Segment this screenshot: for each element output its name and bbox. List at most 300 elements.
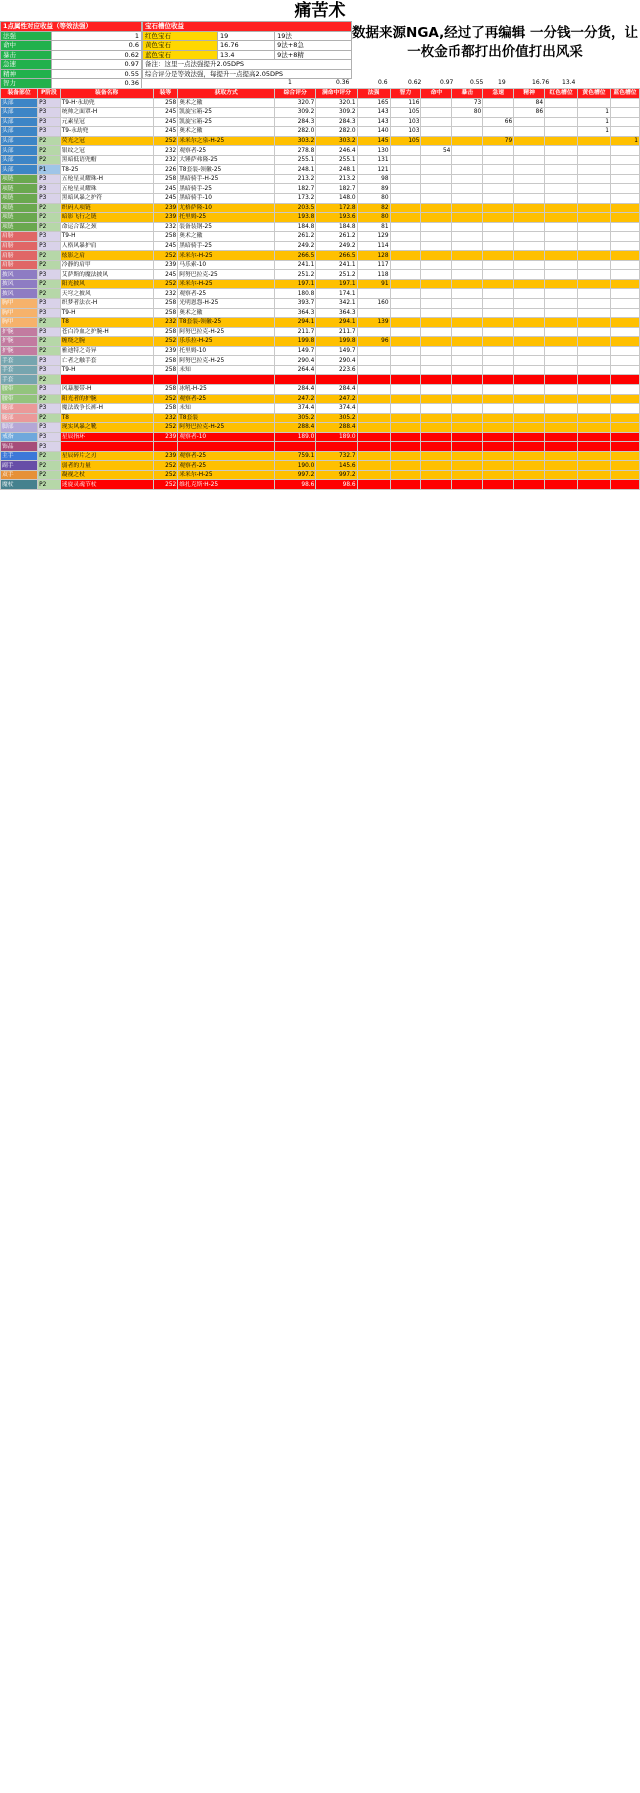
gear-slot: 头部 <box>1 98 38 108</box>
gear-b <box>611 432 640 442</box>
gear-y <box>578 289 611 299</box>
column-header[interactable]: 红色槽位 <box>545 89 578 99</box>
gear-src: 阿努巴拉克-H-25 <box>178 423 275 433</box>
gear-phase: P2 <box>38 375 61 385</box>
gear-int <box>390 308 421 318</box>
gear-r <box>545 461 578 471</box>
column-header[interactable]: 满命中评分 <box>316 89 357 99</box>
gem-name: 红色宝石 <box>143 31 218 41</box>
gear-y <box>578 337 611 347</box>
gear-phase: P3 <box>38 184 61 194</box>
gear-slot: 手套 <box>1 375 38 385</box>
gear-src: 黑暗骑手-25 <box>178 241 275 251</box>
gear-phase: P2 <box>38 279 61 289</box>
gear-hit: 197.1 <box>316 279 357 289</box>
gear-row[interactable] <box>1 356 640 366</box>
gear-phase: P3 <box>38 308 61 318</box>
gear-int <box>390 184 421 194</box>
gem-row <box>143 31 352 41</box>
gear-haste <box>483 232 514 242</box>
gear-row[interactable] <box>1 299 640 309</box>
gear-row[interactable] <box>1 232 640 242</box>
gear-slot: 胸甲 <box>1 318 38 328</box>
gem-v1: 19 <box>218 31 275 41</box>
gear-row[interactable] <box>1 184 640 194</box>
gear-r <box>545 203 578 213</box>
gear-b <box>611 337 640 347</box>
summary-value: 13.4 <box>562 79 576 86</box>
gear-hit: 98.6 <box>316 480 357 490</box>
gear-row[interactable] <box>1 442 640 452</box>
gear-row[interactable] <box>1 365 640 375</box>
gear-crit <box>452 356 483 366</box>
gear-ilvl: 232 <box>153 413 178 423</box>
gear-h <box>421 270 452 280</box>
gear-int <box>390 470 421 480</box>
gear-score: 213.2 <box>275 174 316 184</box>
gear-ilvl: 252 <box>153 337 178 347</box>
column-header[interactable]: P阶段 <box>38 89 61 99</box>
gear-ilvl: 239 <box>153 213 178 223</box>
gear-r <box>545 451 578 461</box>
gear-phase: P3 <box>38 194 61 204</box>
gear-spi <box>514 270 545 280</box>
gear-r <box>545 260 578 270</box>
gear-slot: 肩膀 <box>1 232 38 242</box>
gear-haste <box>483 404 514 414</box>
gear-b <box>611 308 640 318</box>
gear-b <box>611 213 640 223</box>
gear-h <box>421 394 452 404</box>
column-header[interactable]: 法强 <box>357 89 390 99</box>
gear-haste <box>483 184 514 194</box>
gear-sp <box>357 442 390 452</box>
gear-row[interactable] <box>1 260 640 270</box>
gear-b <box>611 404 640 414</box>
gear-y <box>578 327 611 337</box>
gear-h <box>421 432 452 442</box>
gear-h <box>421 365 452 375</box>
gear-haste <box>483 194 514 204</box>
gear-y <box>578 232 611 242</box>
gear-score: 294.1 <box>275 318 316 328</box>
gear-r <box>545 327 578 337</box>
gear-row[interactable] <box>1 203 640 213</box>
gear-score: 211.7 <box>275 327 316 337</box>
gear-spi <box>514 222 545 232</box>
gear-spi <box>514 461 545 471</box>
gear-h <box>421 251 452 261</box>
gear-row[interactable] <box>1 470 640 480</box>
gear-score: 290.4 <box>275 356 316 366</box>
gear-y <box>578 480 611 490</box>
gear-phase: P2 <box>38 451 61 461</box>
gear-src: 米米尔-H-25 <box>178 251 275 261</box>
gear-spi <box>514 432 545 442</box>
gear-phase: P3 <box>38 384 61 394</box>
gear-int <box>390 270 421 280</box>
gear-name: 魔法战争长裤-H <box>60 404 153 414</box>
gear-row[interactable] <box>1 404 640 414</box>
gear-phase: P2 <box>38 461 61 471</box>
gear-haste <box>483 451 514 461</box>
gear-row[interactable] <box>1 394 640 404</box>
gear-name: 雅迪特之奇异 <box>60 346 153 356</box>
stat-weight-value: 0.55 <box>52 69 142 79</box>
gear-sp: 96 <box>357 337 390 347</box>
gear-slot: 肩膀 <box>1 241 38 251</box>
gear-score <box>275 442 316 452</box>
gear-crit <box>452 442 483 452</box>
gear-sp <box>357 327 390 337</box>
gear-phase: P2 <box>38 222 61 232</box>
gear-hit: 213.2 <box>316 174 357 184</box>
gear-row[interactable] <box>1 213 640 223</box>
gear-crit <box>452 165 483 175</box>
gear-crit <box>452 337 483 347</box>
gear-b <box>611 194 640 204</box>
gear-row[interactable] <box>1 480 640 490</box>
gear-src: 托里姆-10 <box>178 346 275 356</box>
gear-slot: 肩膀 <box>1 260 38 270</box>
gear-hit: 294.1 <box>316 318 357 328</box>
gem-v1: 13.4 <box>218 50 275 60</box>
gear-score: 180.8 <box>275 289 316 299</box>
gear-src: 乐乐拉-H-25 <box>178 337 275 347</box>
gear-row[interactable] <box>1 289 640 299</box>
gear-sp <box>357 423 390 433</box>
gear-h <box>421 346 452 356</box>
gear-b <box>611 413 640 423</box>
gear-crit <box>452 184 483 194</box>
gear-hit: 266.5 <box>316 251 357 261</box>
gear-b <box>611 375 640 385</box>
gear-ilvl: 239 <box>153 346 178 356</box>
gear-y <box>578 184 611 194</box>
source-note: 数据来源NGA,经过了再编辑 一分钱一分货，让一枚金币都打出价值打出风采 <box>352 25 638 60</box>
gear-row[interactable] <box>1 117 640 127</box>
gear-int: 105 <box>390 108 421 118</box>
gear-hit: 223.6 <box>316 365 357 375</box>
gear-sp: 130 <box>357 146 390 156</box>
gear-slot: 护腕 <box>1 337 38 347</box>
gear-sp <box>357 394 390 404</box>
column-header[interactable]: 装备名称 <box>60 89 153 99</box>
gear-slot: 腿部 <box>1 404 38 414</box>
gear-haste <box>483 384 514 394</box>
gear-b <box>611 203 640 213</box>
gear-row[interactable] <box>1 346 640 356</box>
gear-slot: 戒指 <box>1 432 38 442</box>
stat-weight-row <box>1 79 142 89</box>
gear-b <box>611 327 640 337</box>
gear-ilvl: 252 <box>153 423 178 433</box>
gear-crit <box>452 203 483 213</box>
gear-slot: 项链 <box>1 203 38 213</box>
gear-crit <box>452 222 483 232</box>
gear-int <box>390 194 421 204</box>
gear-b <box>611 108 640 118</box>
gear-ilvl: 258 <box>153 174 178 184</box>
gear-spi <box>514 356 545 366</box>
gear-spi <box>514 260 545 270</box>
gear-score: 374.4 <box>275 404 316 414</box>
gear-crit <box>452 127 483 137</box>
gear-score: 303.2 <box>275 136 316 146</box>
gear-score: 278.8 <box>275 146 316 156</box>
gear-sp: 131 <box>357 155 390 165</box>
gear-row[interactable] <box>1 318 640 328</box>
gear-name: 银纹之冠 <box>60 146 153 156</box>
gear-r <box>545 337 578 347</box>
gear-b <box>611 222 640 232</box>
gear-row[interactable] <box>1 451 640 461</box>
column-header[interactable]: 急速 <box>483 89 514 99</box>
gear-slot: 头部 <box>1 155 38 165</box>
gear-crit <box>452 318 483 328</box>
gear-row[interactable] <box>1 308 640 318</box>
gear-phase: P3 <box>38 356 61 366</box>
gear-name: T9-H <box>60 365 153 375</box>
gear-src: 马乐索-10 <box>178 260 275 270</box>
gear-row[interactable] <box>1 432 640 442</box>
gear-h <box>421 98 452 108</box>
gear-name: 阳光者的护腕 <box>60 394 153 404</box>
gear-h <box>421 299 452 309</box>
gear-src <box>178 375 275 385</box>
gear-sp <box>357 404 390 414</box>
gear-haste <box>483 442 514 452</box>
gear-r <box>545 375 578 385</box>
gear-row[interactable] <box>1 108 640 118</box>
gear-row[interactable] <box>1 384 640 394</box>
gear-h <box>421 461 452 471</box>
gear-r <box>545 222 578 232</box>
gear-h <box>421 232 452 242</box>
gear-haste <box>483 318 514 328</box>
gear-score: 184.8 <box>275 222 316 232</box>
stat-weight-value: 0.62 <box>52 50 142 60</box>
gear-sp: 118 <box>357 270 390 280</box>
gear-y <box>578 432 611 442</box>
gear-r <box>545 470 578 480</box>
gem-v1: 16.76 <box>218 41 275 51</box>
gear-b <box>611 174 640 184</box>
gear-ilvl: 252 <box>153 251 178 261</box>
column-header[interactable]: 命中 <box>421 89 452 99</box>
column-header[interactable]: 精神 <box>514 89 545 99</box>
gear-row[interactable] <box>1 270 640 280</box>
gear-phase: P2 <box>38 318 61 328</box>
column-header[interactable]: 暴击 <box>452 89 483 99</box>
column-header[interactable]: 综合评分 <box>275 89 316 99</box>
gear-row[interactable] <box>1 375 640 385</box>
summary-value: 0.36 <box>336 79 350 86</box>
gear-name: 冷静的肩甲 <box>60 260 153 270</box>
gear-src: 黑暗骑手-25 <box>178 184 275 194</box>
gear-haste <box>483 346 514 356</box>
gear-sp <box>357 289 390 299</box>
gear-y <box>578 136 611 146</box>
gear-h <box>421 222 452 232</box>
gear-row[interactable] <box>1 461 640 471</box>
gear-crit <box>452 404 483 414</box>
gear-name: 苍白冷血之护腕-H <box>60 327 153 337</box>
summary-value: 0.55 <box>470 79 484 86</box>
gear-crit <box>452 480 483 490</box>
gear-row[interactable] <box>1 194 640 204</box>
gear-y <box>578 470 611 480</box>
gear-row[interactable] <box>1 279 640 289</box>
gear-name: 凝视之杖 <box>60 470 153 480</box>
gear-hit: 182.7 <box>316 184 357 194</box>
gear-y <box>578 384 611 394</box>
gear-row[interactable] <box>1 127 640 137</box>
gear-y <box>578 251 611 261</box>
gear-score: 247.2 <box>275 394 316 404</box>
gear-h <box>421 480 452 490</box>
gear-name: 炫影之肩 <box>60 251 153 261</box>
gear-src: 观察者-25 <box>178 461 275 471</box>
gear-haste <box>483 165 514 175</box>
gear-int <box>390 279 421 289</box>
gear-ilvl <box>153 442 178 452</box>
gear-sp: 91 <box>357 279 390 289</box>
gear-src: 观察者-25 <box>178 451 275 461</box>
gear-row[interactable] <box>1 222 640 232</box>
gear-row[interactable] <box>1 174 640 184</box>
gear-y <box>578 260 611 270</box>
gear-haste <box>483 365 514 375</box>
gear-int <box>390 375 421 385</box>
gear-ilvl: 232 <box>153 155 178 165</box>
gear-haste <box>483 108 514 118</box>
gear-r <box>545 194 578 204</box>
gear-phase: P2 <box>38 470 61 480</box>
gear-int <box>390 346 421 356</box>
gear-spi <box>514 117 545 127</box>
gear-src: 阿努巴拉克-H-25 <box>178 327 275 337</box>
column-header[interactable]: 装等 <box>153 89 178 99</box>
gear-name: T8 <box>60 413 153 423</box>
gear-spi <box>514 241 545 251</box>
gear-row[interactable] <box>1 413 640 423</box>
gear-score: 284.3 <box>275 117 316 127</box>
gear-ilvl: 252 <box>153 279 178 289</box>
gear-y <box>578 155 611 165</box>
gear-row[interactable] <box>1 155 640 165</box>
gear-b <box>611 451 640 461</box>
gear-ilvl: 226 <box>153 165 178 175</box>
gear-src: 凯旋宝箱-25 <box>178 117 275 127</box>
gear-phase: P3 <box>38 127 61 137</box>
gear-y <box>578 346 611 356</box>
gear-row[interactable] <box>1 241 640 251</box>
gear-row[interactable] <box>1 423 640 433</box>
gear-h <box>421 308 452 318</box>
gear-int <box>390 327 421 337</box>
gear-score: 309.2 <box>275 108 316 118</box>
gear-ilvl: 245 <box>153 184 178 194</box>
column-header[interactable]: 装备部位 <box>1 89 38 99</box>
gear-score: 264.4 <box>275 365 316 375</box>
gear-h <box>421 356 452 366</box>
gear-r <box>545 98 578 108</box>
column-header[interactable]: 智力 <box>390 89 421 99</box>
gear-haste <box>483 327 514 337</box>
gear-row[interactable] <box>1 327 640 337</box>
gear-spi <box>514 299 545 309</box>
gear-r <box>545 356 578 366</box>
gear-b <box>611 318 640 328</box>
gear-hit: 241.1 <box>316 260 357 270</box>
gear-crit <box>452 394 483 404</box>
gear-spi <box>514 165 545 175</box>
gear-y <box>578 442 611 452</box>
gear-score: 320.7 <box>275 98 316 108</box>
gear-h <box>421 384 452 394</box>
gear-spi <box>514 442 545 452</box>
gear-phase: P2 <box>38 155 61 165</box>
column-header[interactable]: 黄色槽位 <box>578 89 611 99</box>
gear-y <box>578 194 611 204</box>
gear-name: T8-25 <box>60 165 153 175</box>
gear-r <box>545 279 578 289</box>
gear-slot: 饰品 <box>1 442 38 452</box>
gear-b <box>611 241 640 251</box>
gear-r <box>545 213 578 223</box>
gear-score: 249.2 <box>275 241 316 251</box>
gear-int: 116 <box>390 98 421 108</box>
gear-b <box>611 442 640 452</box>
gear-spi <box>514 213 545 223</box>
column-header[interactable]: 获取方式 <box>178 89 275 99</box>
gear-phase: P2 <box>38 136 61 146</box>
gear-crit <box>452 194 483 204</box>
gear-b <box>611 98 640 108</box>
gear-sp: 80 <box>357 213 390 223</box>
gear-haste <box>483 241 514 251</box>
gear-row[interactable] <box>1 165 640 175</box>
stat-weight-row <box>1 50 142 60</box>
gear-y <box>578 423 611 433</box>
gear-score: 149.7 <box>275 346 316 356</box>
gear-slot: 胸甲 <box>1 308 38 318</box>
gear-r <box>545 318 578 328</box>
gear-sp <box>357 432 390 442</box>
gear-row[interactable] <box>1 98 640 108</box>
gear-row[interactable] <box>1 337 640 347</box>
gear-slot: 护腕 <box>1 327 38 337</box>
gear-name: 现实风暴之靴 <box>60 423 153 433</box>
gem-v2: 9法+8急 <box>275 41 352 51</box>
gear-spi <box>514 155 545 165</box>
column-header[interactable]: 蓝色槽位 <box>611 89 640 99</box>
gear-row[interactable] <box>1 251 640 261</box>
gear-src: 观察者-25 <box>178 289 275 299</box>
gear-y <box>578 241 611 251</box>
gear-h <box>421 108 452 118</box>
gear-row[interactable] <box>1 146 640 156</box>
gear-h <box>421 423 452 433</box>
gear-score: 759.1 <box>275 451 316 461</box>
gear-hit: 249.2 <box>316 241 357 251</box>
gear-name: 织码人项链 <box>60 203 153 213</box>
gear-slot: 头部 <box>1 146 38 156</box>
gear-row[interactable] <box>1 136 640 146</box>
gear-haste <box>483 213 514 223</box>
gear-name: 星辰碎片之刃 <box>60 451 153 461</box>
